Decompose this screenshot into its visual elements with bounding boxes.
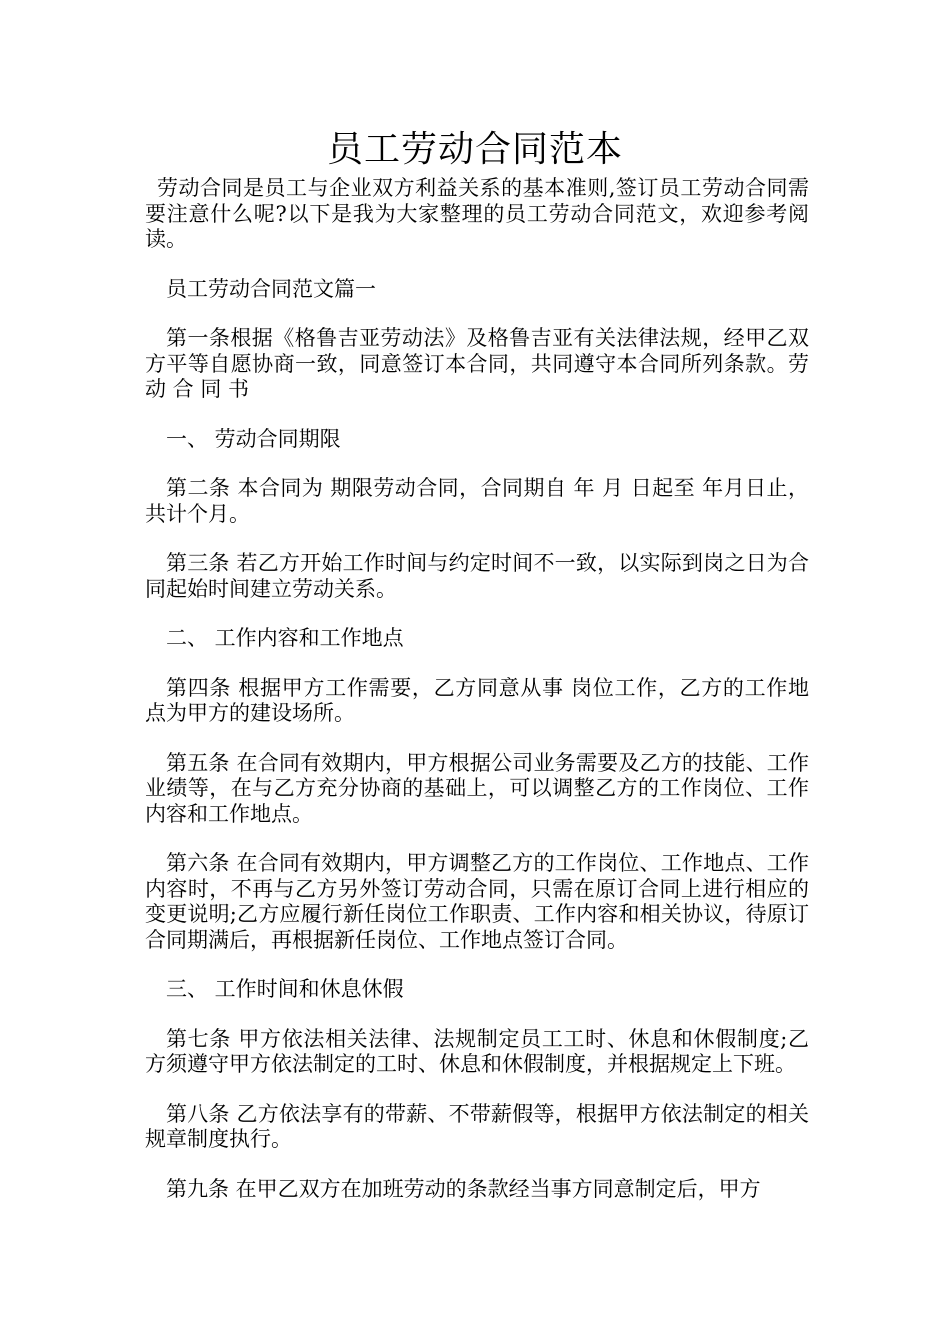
article-paragraph: 第一条根据《格鲁吉亚劳动法》及格鲁吉亚有关法律法规，经甲乙双方平等自愿协商一致，同意签订本合同，共同遵守本合同所列条款。劳 动 合 同 书 [145, 326, 809, 401]
paragraph-gap [145, 1078, 809, 1102]
paragraph-gap [145, 652, 809, 676]
paragraph-gap [145, 953, 809, 977]
article-paragraph: 第三条 若乙方开始工作时间与约定时间不一致，以实际到岗之日为合同起始时间建立劳动关系。 [145, 551, 809, 601]
paragraph-gap [145, 727, 809, 751]
paragraph-gap [145, 527, 809, 551]
paragraph-gap [145, 403, 809, 427]
intro-paragraph: 劳动合同是员工与企业双方利益关系的基本准则,签订员工劳动合同需要注意什么呢?以下是我为大家整理的员工劳动合同范文，欢迎参考阅读。 [145, 176, 809, 251]
paragraph-gap [145, 452, 809, 476]
paragraph-gap [145, 602, 809, 626]
article-paragraph: 第九条 在甲乙双方在加班劳动的条款经当事方同意制定后，甲方 [166, 1176, 761, 1201]
paragraph-gap [145, 253, 809, 277]
chapter-heading: 二、 工作内容和工作地点 [166, 626, 404, 650]
article-paragraph: 第八条 乙方依法享有的带薪、不带薪假等，根据甲方依法制定的相关规章制度执行。 [145, 1101, 809, 1151]
chapter-heading: 一、 劳动合同期限 [166, 426, 341, 451]
paragraph-gap [145, 1003, 809, 1027]
paragraph-gap [145, 827, 809, 851]
paragraph-gap [145, 302, 809, 326]
chapter-heading: 三、 工作时间和休息休假 [166, 977, 404, 1001]
article-paragraph: 第二条 本合同为 期限劳动合同，合同期自 年 月 日起至 年月日止，共计个月。 [145, 476, 809, 526]
article-paragraph: 第五条 在合同有效期内，甲方根据公司业务需要及乙方的技能、工作业绩等，在与乙方充分协商的基础上，可以调整乙方的工作岗位、工作内容和工作地点。 [145, 750, 809, 826]
article-paragraph: 第六条 在合同有效期内，甲方调整乙方的工作岗位、工作地点、工作内容时，不再与乙方另外签订劳动合同，只需在原订合同上进行相应的变更说明;乙方应履行新任岗位工作职责、工作内容和相关协议，待原订合同期满后，再根据新任岗位、工作地点签订合同。 [145, 851, 809, 952]
paragraph-gap [145, 1153, 809, 1177]
article-paragraph: 第四条 根据甲方工作需要，乙方同意从事 岗位工作，乙方的工作地点为甲方的建设场所。 [145, 675, 809, 725]
document-title: 员工劳动合同范本 [326, 129, 623, 170]
article-paragraph: 第七条 甲方依法相关法律、法规制定员工工时、休息和休假制度;乙方须遵守甲方依法制定的工时、休息和休假制度，并根据规定上下班。 [145, 1026, 809, 1076]
document-body [145, 176, 809, 1202]
section-heading: 员工劳动合同范文篇一 [166, 276, 376, 301]
